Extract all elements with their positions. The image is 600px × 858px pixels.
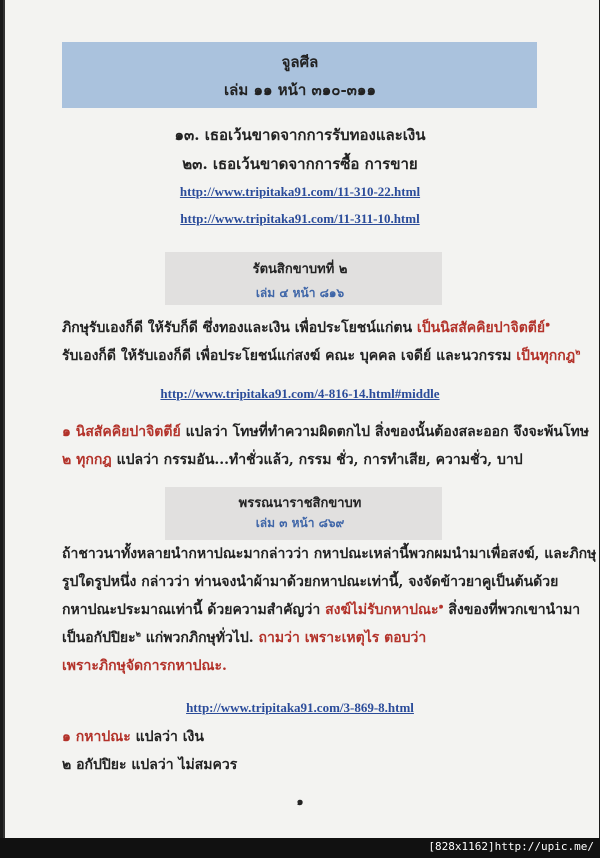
section3-link[interactable]: http://www.tripitaka91.com/3-869-8.html	[186, 700, 414, 715]
section1-ref: เล่ม ๑๑ หน้า ๓๑๐-๓๑๑	[224, 81, 376, 99]
section2-paragraph-line: ภิกษุรับเองก็ดี ให้รับก็ดี ซึ่งทองและเงิน เพื่อประโยชน์แก่ตน เป็นนิสสัคคิยปาจิตตีย์$^๑$	[62, 318, 551, 336]
section3-paragraph-line: รูปใดรูปหนึ่ง กล่าวว่า ท่านจงนำผ้ามาด้วยกหาปณะเท่านี้, จงจัดข้าวยาคูเป็นต้นด้วย	[62, 574, 559, 590]
section3-ref: เล่ม ๓ หน้า ๘๖๙	[255, 516, 345, 530]
section3-footnote: ๑ กหาปณะ แปลว่า เงิน	[62, 729, 204, 745]
section3-paragraph-line: เป็นอกัปปิยะ$^๒$ แก่พวกภิกษุทั่วไป. ถามว่า เพราะเหตุไร ตอบว่า	[62, 628, 427, 646]
section1-item: ๒๓. เธอเว้นขาดจากการซื้อ การขาย	[182, 155, 418, 173]
page-number: ๑	[296, 795, 304, 808]
section1-title: จูลศีล	[281, 53, 319, 71]
section3-title: พรรณนาราชสิกขาบท	[238, 496, 362, 511]
image-host-watermark: [828x1162]http://upic.me/	[428, 840, 594, 853]
section2-ref: เล่ม ๔ หน้า ๘๑๖	[255, 286, 345, 300]
section2-footnote: ๒ ทุกกฎ แปลว่า กรรมอัน...ทำชั่วแล้ว, กรรม ชั่ว, การทำเสีย, ความชั่ว, บาป	[62, 452, 523, 468]
section1-link[interactable]: http://www.tripitaka91.com/11-311-10.html	[180, 211, 420, 226]
section3-paragraph-line: ถ้าชาวนาทั้งหลายนำกหาปณะมากล่าวว่า กหาปณะเหล่านี้พวกผมนำมาเพื่อสงฆ์, และภิกษุ	[62, 546, 597, 562]
section1-item: ๑๓. เธอเว้นขาดจากการรับทองและเงิน	[174, 126, 426, 144]
section3-paragraph-line: เพราะภิกษุจัดการกหาปณะ.	[62, 658, 227, 674]
section2-paragraph-line: รับเองก็ดี ให้รับเองก็ดี เพื่อประโยชน์แก่สงฆ์ คณะ บุคคล เจดีย์ และนวกรรม เป็นทุกกฎ$^๒$	[62, 346, 581, 364]
section2-footnote: ๑ นิสสัคคิยปาจิตตีย์ แปลว่า โทษที่ทำความผิดตกไป สิ่งของนั้นต้องสละออก จึงจะพ้นโทษ	[62, 424, 589, 440]
section3-paragraph-line: กหาปณะประมาณเท่านี้ ด้วยความสำคัญว่า สงฆ์ไม่รับกหาปณะ$^๑$ สิ่งของที่พวกเขานำมา	[62, 600, 581, 618]
section2-link[interactable]: http://www.tripitaka91.com/4-816-14.html#middle	[160, 386, 440, 401]
section1-link[interactable]: http://www.tripitaka91.com/11-310-22.html	[179, 184, 421, 199]
section2-title: รัตนสิกขาบทที่ ๒	[252, 262, 348, 277]
section3-footnote: ๒ อกัปปิยะ แปลว่า ไม่สมควร	[62, 757, 238, 773]
